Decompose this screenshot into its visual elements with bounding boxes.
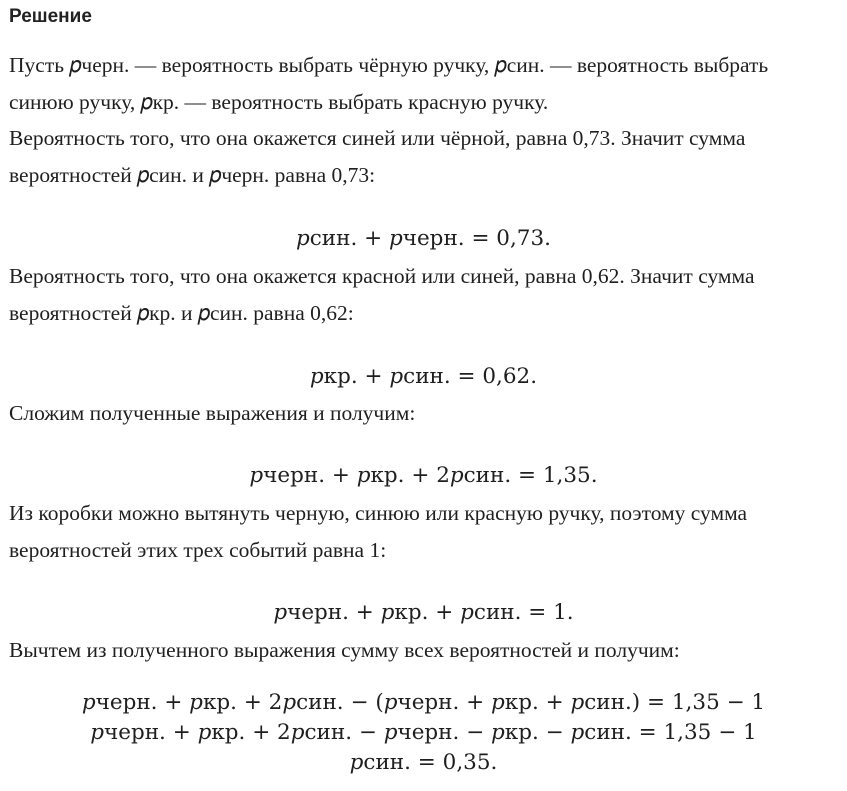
formula-sum xyxy=(0,461,847,491)
formula-line: 𝑝син. = 0,35. xyxy=(349,750,498,775)
formula-total xyxy=(0,598,847,628)
formula-line: 𝑝черн. + 𝑝кр. + 2𝑝син. − (𝑝черн. + 𝑝кр. + 𝑝син.) = 1,35 − 1 xyxy=(81,690,766,715)
paragraph-add-expressions xyxy=(9,395,841,432)
text-line: вероятностей 𝑝син. и 𝑝черн. равна 0,73: xyxy=(9,163,376,187)
text-line: Пусть 𝑝черн. — вероятность выбрать чёрную ручку, 𝑝син. — вероятность выбрать xyxy=(9,53,769,77)
solution-heading: Решение xyxy=(9,6,92,27)
paragraph-blue-or-black xyxy=(9,120,841,194)
formula-red-plus-blue xyxy=(0,362,847,392)
paragraph-definitions xyxy=(9,47,841,121)
formula-derivation xyxy=(0,688,847,778)
formula-line: 𝑝кр. + 𝑝син. = 0,62. xyxy=(309,364,538,389)
paragraph-red-or-blue xyxy=(9,258,841,332)
formula-line: 𝑝черн. + 𝑝кр. + 2𝑝син. − 𝑝черн. − 𝑝кр. − 𝑝син. = 1,35 − 1 xyxy=(90,720,757,745)
text-line: вероятностей 𝑝кр. и 𝑝син. равна 0,62: xyxy=(9,301,354,325)
text-line: Из коробки можно вытянуть черную, синюю или красную ручку, поэтому сумма xyxy=(9,501,748,525)
formula-line: 𝑝черн. + 𝑝кр. + 𝑝син. = 1. xyxy=(273,600,574,625)
text-line: синюю ручку, 𝑝кр. — вероятность выбрать красную ручку. xyxy=(9,90,549,114)
text-line: Вероятность того, что она окажется красной или синей, равна 0,62. Значит сумма xyxy=(9,264,755,288)
paragraph-all-events xyxy=(9,495,841,569)
formula-blue-plus-black xyxy=(0,224,847,254)
text-line: Вероятность того, что она окажется синей или чёрной, равна 0,73. Значит сумма xyxy=(9,126,746,150)
text-line: Сложим полученные выражения и получим: xyxy=(9,401,416,425)
paragraph-subtract xyxy=(9,632,841,669)
text-line: Вычтем из полученного выражения сумму всех вероятностей и получим: xyxy=(9,638,680,662)
formula-line: 𝑝син. + 𝑝черн. = 0,73. xyxy=(296,226,551,251)
formula-line: 𝑝черн. + 𝑝кр. + 2𝑝син. = 1,35. xyxy=(249,463,598,488)
text-line: вероятностей этих трех событий равна 1: xyxy=(9,538,387,562)
